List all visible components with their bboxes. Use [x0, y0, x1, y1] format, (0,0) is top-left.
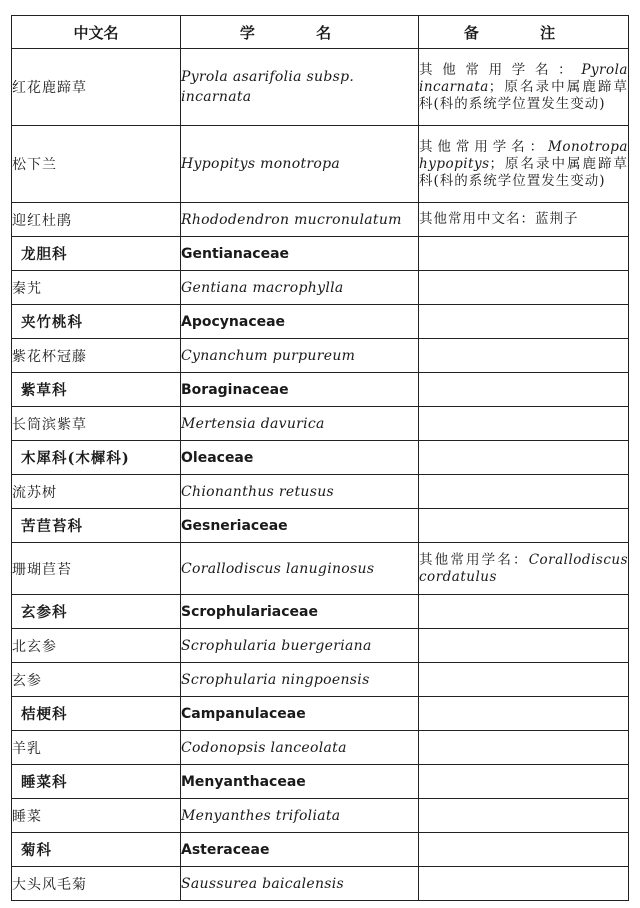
header-scientific-name: 学 名 — [181, 16, 419, 49]
scientific-name-cell: Scrophularia ningpoensis — [181, 663, 419, 697]
scientific-name-cell: Chionanthus retusus — [181, 475, 419, 509]
chinese-name-cell: 珊瑚苣苔 — [12, 543, 181, 595]
scientific-name-cell: Cynanchum purpureum — [181, 339, 419, 373]
chinese-name-cell: 北玄参 — [12, 629, 181, 663]
family-row — [12, 509, 629, 543]
family-chinese-name: 龙胆科 — [12, 237, 181, 271]
family-row — [12, 373, 629, 407]
family-chinese-name: 睡菜科 — [12, 765, 181, 799]
family-scientific-name: Asteraceae — [181, 833, 419, 867]
notes-cell — [419, 663, 629, 697]
table-row — [12, 475, 629, 509]
family-scientific-name: Campanulaceae — [181, 697, 419, 731]
family-scientific-name: Oleaceae — [181, 441, 419, 475]
note-text: 其他常用学名： — [419, 61, 582, 78]
note-text: 其他常用学名： — [419, 138, 549, 155]
family-row — [12, 305, 629, 339]
family-row — [12, 441, 629, 475]
note-text-2: ；原名录中属鹿蹄草科(科的系统学位置发生变动) — [419, 155, 628, 189]
table-row — [12, 799, 629, 833]
family-row — [12, 765, 629, 799]
chinese-name-cell: 红花鹿蹄草 — [12, 49, 181, 126]
notes-cell: 其他常用中文名：蓝荆子 — [419, 203, 629, 237]
chinese-name-cell: 睡菜 — [12, 799, 181, 833]
table-row — [12, 867, 629, 901]
scientific-name-cell — [181, 49, 419, 126]
header-chinese-name: 中文名 — [12, 16, 181, 49]
scientific-name-cell: Codonopsis lanceolata — [181, 731, 419, 765]
notes-cell — [419, 509, 629, 543]
header-row — [12, 16, 629, 49]
family-chinese-name: 木犀科(木樨科) — [12, 441, 181, 475]
family-chinese-name: 苦苣苔科 — [12, 509, 181, 543]
table-row — [12, 126, 629, 203]
chinese-name-cell: 松下兰 — [12, 126, 181, 203]
notes-cell — [419, 799, 629, 833]
scientific-name-cell: Mertensia davurica — [181, 407, 419, 441]
family-chinese-name: 桔梗科 — [12, 697, 181, 731]
chinese-name-cell: 大头风毛菊 — [12, 867, 181, 901]
table-row — [12, 731, 629, 765]
family-scientific-name: Menyanthaceae — [181, 765, 419, 799]
notes-cell — [419, 126, 629, 203]
notes-cell — [419, 237, 629, 271]
chinese-name-cell: 长筒滨紫草 — [12, 407, 181, 441]
table-row — [12, 629, 629, 663]
scientific-name-cell: Scrophularia buergeriana — [181, 629, 419, 663]
chinese-name-cell: 紫花杯冠藤 — [12, 339, 181, 373]
notes-cell — [419, 407, 629, 441]
notes-cell — [419, 441, 629, 475]
species-table — [11, 15, 629, 901]
family-row — [12, 833, 629, 867]
chinese-name-cell: 流苏树 — [12, 475, 181, 509]
note-text-2: ；原名录中属鹿蹄草科(科的系统学位置发生变动) — [419, 78, 628, 112]
notes-cell — [419, 595, 629, 629]
chinese-name-cell: 羊乳 — [12, 731, 181, 765]
notes-cell — [419, 475, 629, 509]
note-alt-name: Monotropa hypopitys — [419, 138, 628, 172]
family-scientific-name: Scrophulariaceae — [181, 595, 419, 629]
notes-cell — [419, 543, 629, 595]
scientific-name-cell: Rhododendron mucronulatum — [181, 203, 419, 237]
header-notes: 备 注 — [419, 16, 629, 49]
notes-cell — [419, 373, 629, 407]
table-row — [12, 339, 629, 373]
family-chinese-name: 紫草科 — [12, 373, 181, 407]
scientific-name-cell: Gentiana macrophylla — [181, 271, 419, 305]
family-chinese-name: 菊科 — [12, 833, 181, 867]
table-row — [12, 543, 629, 595]
family-scientific-name: Gesneriaceae — [181, 509, 419, 543]
scientific-name-cell: Corallodiscus lanuginosus — [181, 543, 419, 595]
scientific-name: Pyrola asarifolia subsp. incarnata — [181, 69, 355, 105]
note-text: 其他常用学名： — [419, 551, 529, 568]
family-row — [12, 697, 629, 731]
table-row — [12, 271, 629, 305]
family-chinese-name: 玄参科 — [12, 595, 181, 629]
note-alt-name: Corallodiscus cordatulus — [419, 551, 628, 585]
notes-cell — [419, 629, 629, 663]
table-row — [12, 663, 629, 697]
notes-cell — [419, 271, 629, 305]
chinese-name-cell: 秦艽 — [12, 271, 181, 305]
note-alt-name: Pyrola incarnata — [419, 61, 628, 95]
notes-cell — [419, 833, 629, 867]
table-row — [12, 407, 629, 441]
family-row — [12, 237, 629, 271]
table-row — [12, 203, 629, 237]
family-scientific-name: Gentianaceae — [181, 237, 419, 271]
table-row — [12, 49, 629, 126]
chinese-name-cell: 玄参 — [12, 663, 181, 697]
notes-cell — [419, 731, 629, 765]
family-scientific-name: Apocynaceae — [181, 305, 419, 339]
notes-cell — [419, 305, 629, 339]
notes-cell — [419, 867, 629, 901]
notes-cell — [419, 765, 629, 799]
scientific-name-cell: Saussurea baicalensis — [181, 867, 419, 901]
chinese-name-cell: 迎红杜鹃 — [12, 203, 181, 237]
notes-cell — [419, 697, 629, 731]
scientific-name-cell: Hypopitys monotropa — [181, 126, 419, 203]
notes-cell — [419, 49, 629, 126]
notes-cell — [419, 339, 629, 373]
scientific-name-cell: Menyanthes trifoliata — [181, 799, 419, 833]
family-scientific-name: Boraginaceae — [181, 373, 419, 407]
family-row — [12, 595, 629, 629]
family-chinese-name: 夹竹桃科 — [12, 305, 181, 339]
